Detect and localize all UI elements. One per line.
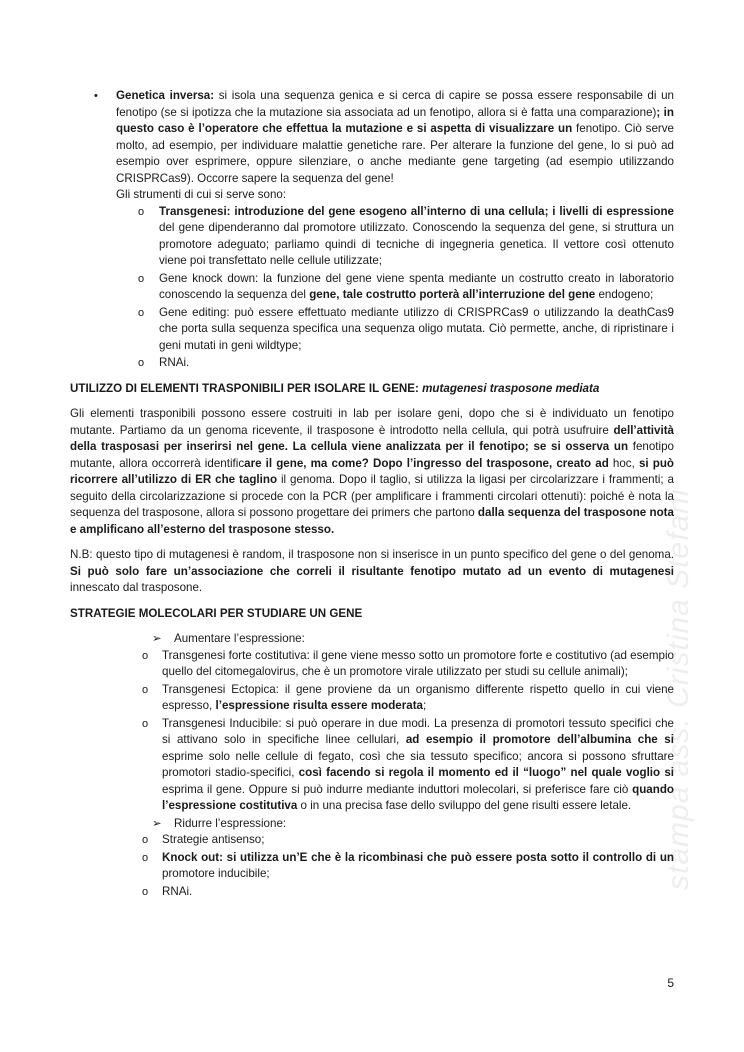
rnai-2-text: RNAi.: [162, 884, 193, 898]
list-item-rnai-2: [70, 884, 674, 901]
circle-bullet-icon: o: [142, 649, 149, 662]
para1-b4: dalla sequenza del trasposone nota e amplificano all’esterno del trasposone stesso.: [70, 506, 674, 536]
inducibile-bold2: così facendo si regola il momento ed il “luogo” nel quale voglio si: [298, 766, 674, 779]
heading1-bold: UTILIZZO DI ELEMENTI TRASPONIBILI PER ISOLARE IL GENE:: [70, 381, 423, 395]
ectopica-text1: Transgenesi Ectopica: il gene proviene da un organismo differente rispetto quello in cui viene espresso,: [162, 682, 674, 712]
list-item-inducibile: [70, 716, 674, 815]
aumentare-heading: [70, 631, 674, 648]
gene-editing-text: Gene editing: può essere effettuato mediante utilizzo di CRISPRCas9 o utilizzando la deathCas9 che porta sulla sequenza specifica una sequenza oligo mutata. Ciò permette, anche, di ripristinare i geni mutati in geni wildtype;: [159, 305, 674, 352]
genetica-inversa-item: [70, 88, 674, 204]
transgenesi-bold: Transgenesi: introduzione del gene esogeno all’interno di una cellula; i livelli di espressione: [159, 204, 674, 218]
paragraph-trasponibili: [70, 406, 674, 538]
page-number: 5: [667, 976, 674, 990]
knock-out-text: promotore inducibile;: [162, 867, 270, 880]
genetica-inversa-t3: fenotipo. Ciò serve molto, ad esempio, per individuare malattie genetiche rare. Per alterare la funzione del gene, lo si può ad esempio over esprimere, oppure silenziare, o anche mediante gene targeting (ad esempio utilizzando CRISPRCas9). Occorre sapere la sequenza del gene!: [116, 122, 674, 185]
list-item-knock-out: [70, 850, 674, 883]
ectopica-bold: l’espressione risulta essere moderata: [215, 699, 424, 712]
circle-bullet-icon: o: [142, 834, 149, 846]
list-item-gene-editing: [116, 305, 674, 355]
genetica-inversa-t2: ; in questo caso è l’operatore che effettua la mutazione e si aspetta di visualizzare un: [116, 105, 674, 135]
list-item-antisenso: [70, 832, 674, 849]
knock-out-bold: Knock out: si utilizza un’E che è la ricombinasi che può essere posta sotto il controllo di un: [162, 850, 674, 864]
circle-bullet-icon: o: [138, 306, 145, 319]
para1-t3: hoc,: [608, 456, 639, 470]
antisenso-text: Strategie antisenso;: [162, 833, 265, 846]
inducibile-bold1: ad esempio il promotore dell’albumina che si: [405, 733, 674, 746]
arrow-bullet-icon: ➢: [152, 632, 162, 645]
ectopica-text2: ;: [423, 699, 427, 712]
para1-b3: si può ricorrere all’utilizzo di ER che taglino: [70, 456, 674, 486]
para1-b1: dell’attività della trasposasi per inserirsi nel gene. La cellula viene analizzata per il fenotipo; se si osserva un: [70, 423, 674, 453]
ridurre-list: [70, 832, 674, 900]
knock-down-bold: gene, tale costrutto porterà all’interruzione del gene: [309, 288, 596, 301]
list-item-ectopica: [70, 682, 674, 715]
circle-bullet-icon: o: [142, 851, 149, 864]
para1-t1: Gli elementi trasponibili possono essere costruiti in lab per isolare geni, dopo che si è individuato un fenotipo mutante. Partiamo da un genoma ricevente, il trasposone è introdotto nella cellula, qui potrà usufruire: [70, 407, 674, 437]
genetica-inversa-t1: si isola una sequenza genica e si cerca di capire se possa essere responsabile di un fenotipo (se si ipotizza che la mutazione sia associata ad un fenotipo, allora si è fatta una comparazione): [116, 89, 674, 119]
heading1-italic: mutagenesi trasposone mediata: [422, 381, 600, 395]
genetica-inversa-text: [116, 88, 674, 187]
bullet-icon: •: [94, 90, 98, 102]
para2-t2: innescato dal trasposone.: [70, 581, 203, 594]
circle-bullet-icon: o: [142, 683, 149, 696]
inducibile-text3: esprima il gene. Oppure si può indurre mediante induttori molecolari, si preferisce fare ciò: [162, 782, 633, 796]
circle-bullet-icon: o: [138, 357, 145, 369]
paragraph-nb: [70, 547, 674, 597]
list-item-transgenesi: [116, 204, 674, 270]
section-heading-strategie: STRATEGIE MOLECOLARI PER STUDIARE UN GENE: [70, 606, 363, 620]
strumenti-list: [116, 204, 674, 372]
section-heading-trasponibili: [70, 381, 674, 398]
ridurre-heading: [70, 816, 674, 833]
list-item-knock-down: [116, 271, 674, 304]
forte-costitutiva-text: Transgenesi forte costitutiva: il gene viene messo sotto un promotore forte e costitutivo (ad esempio quello del citomegalovirus, che è un promotore virale utilizzato per studi su cellule animali);: [162, 648, 674, 678]
page-content: [70, 88, 674, 901]
list-item-forte-costitutiva: [70, 648, 674, 681]
para2-b1: Si può solo fare un’associazione che correli il risultante fenotipo mutato ad un evento di mutagenesi: [70, 564, 674, 578]
transgenesi-text: del gene dipenderanno dal promotore utilizzato. Conoscendo la sequenza del gene, si struttura un promotore adeguato; parliamo quindi di tecniche di ingegneria genetica. Il vettore così ottenuto viene poi transfettato nelle cellule utilizzate;: [159, 221, 674, 267]
aumentare-list: [70, 648, 674, 815]
circle-bullet-icon: o: [138, 205, 145, 218]
para1-t2: fenotipo mutante, allora occorrerà identific: [70, 440, 674, 470]
aumentare-label: Aumentare l’espressione:: [174, 632, 305, 645]
circle-bullet-icon: o: [142, 885, 149, 898]
para2-t1: N.B: questo tipo di mutagenesi è random, il trasposone non si inserisce in un punto specifico del gene o del genoma.: [70, 548, 674, 561]
knock-down-text1: Gene knock down: la funzione del gene viene spenta mediante un costrutto creato in laboratorio conoscendo la sequenza del: [159, 271, 674, 301]
ridurre-label: Ridurre l’espressione:: [174, 816, 287, 830]
rnai-text: RNAi.: [159, 356, 190, 369]
para1-t4: il genoma. Dopo il taglio, si utilizza la ligasi per circolarizzare i frammenti; a seguito della circolarizzazione si procede con la PCR (per amplificare i frammenti circolari ottenuti): poiché è nota la sequenza del trasposone, allora si possono progettare dei primers che partono: [70, 473, 674, 519]
inducibile-text4: o in una precisa fase dello sviluppo del gene risulti essere letale.: [297, 799, 632, 812]
strumenti-intro: Gli strumenti di cui si serve sono:: [116, 188, 287, 201]
knock-down-text2: endogeno;: [595, 288, 654, 301]
watermark: stampa ass. Cristina Stefani: [662, 488, 695, 890]
inducibile-text2: esprime solo nelle cellule di fegato, così che sia tessuto specifico; ancora si possono sfruttare promotori stadio-specifici,: [162, 749, 674, 779]
genetica-inversa-label: Genetica inversa:: [116, 89, 215, 102]
circle-bullet-icon: o: [142, 717, 149, 730]
list-item-rnai: [116, 355, 674, 372]
inducibile-text1: Transgenesi Inducibile: si può operare in due modi. La presenza di promotori tessuto specifici che si attivano solo in specifiche linee cellulari,: [162, 716, 674, 746]
para1-b2: are il gene, ma come? Dopo l’ingresso del trasposone, creato ad: [244, 456, 609, 470]
arrow-bullet-icon: ➢: [152, 816, 162, 830]
circle-bullet-icon: o: [138, 272, 145, 285]
inducibile-bold3: quando l’espressione costitutiva: [162, 782, 674, 812]
